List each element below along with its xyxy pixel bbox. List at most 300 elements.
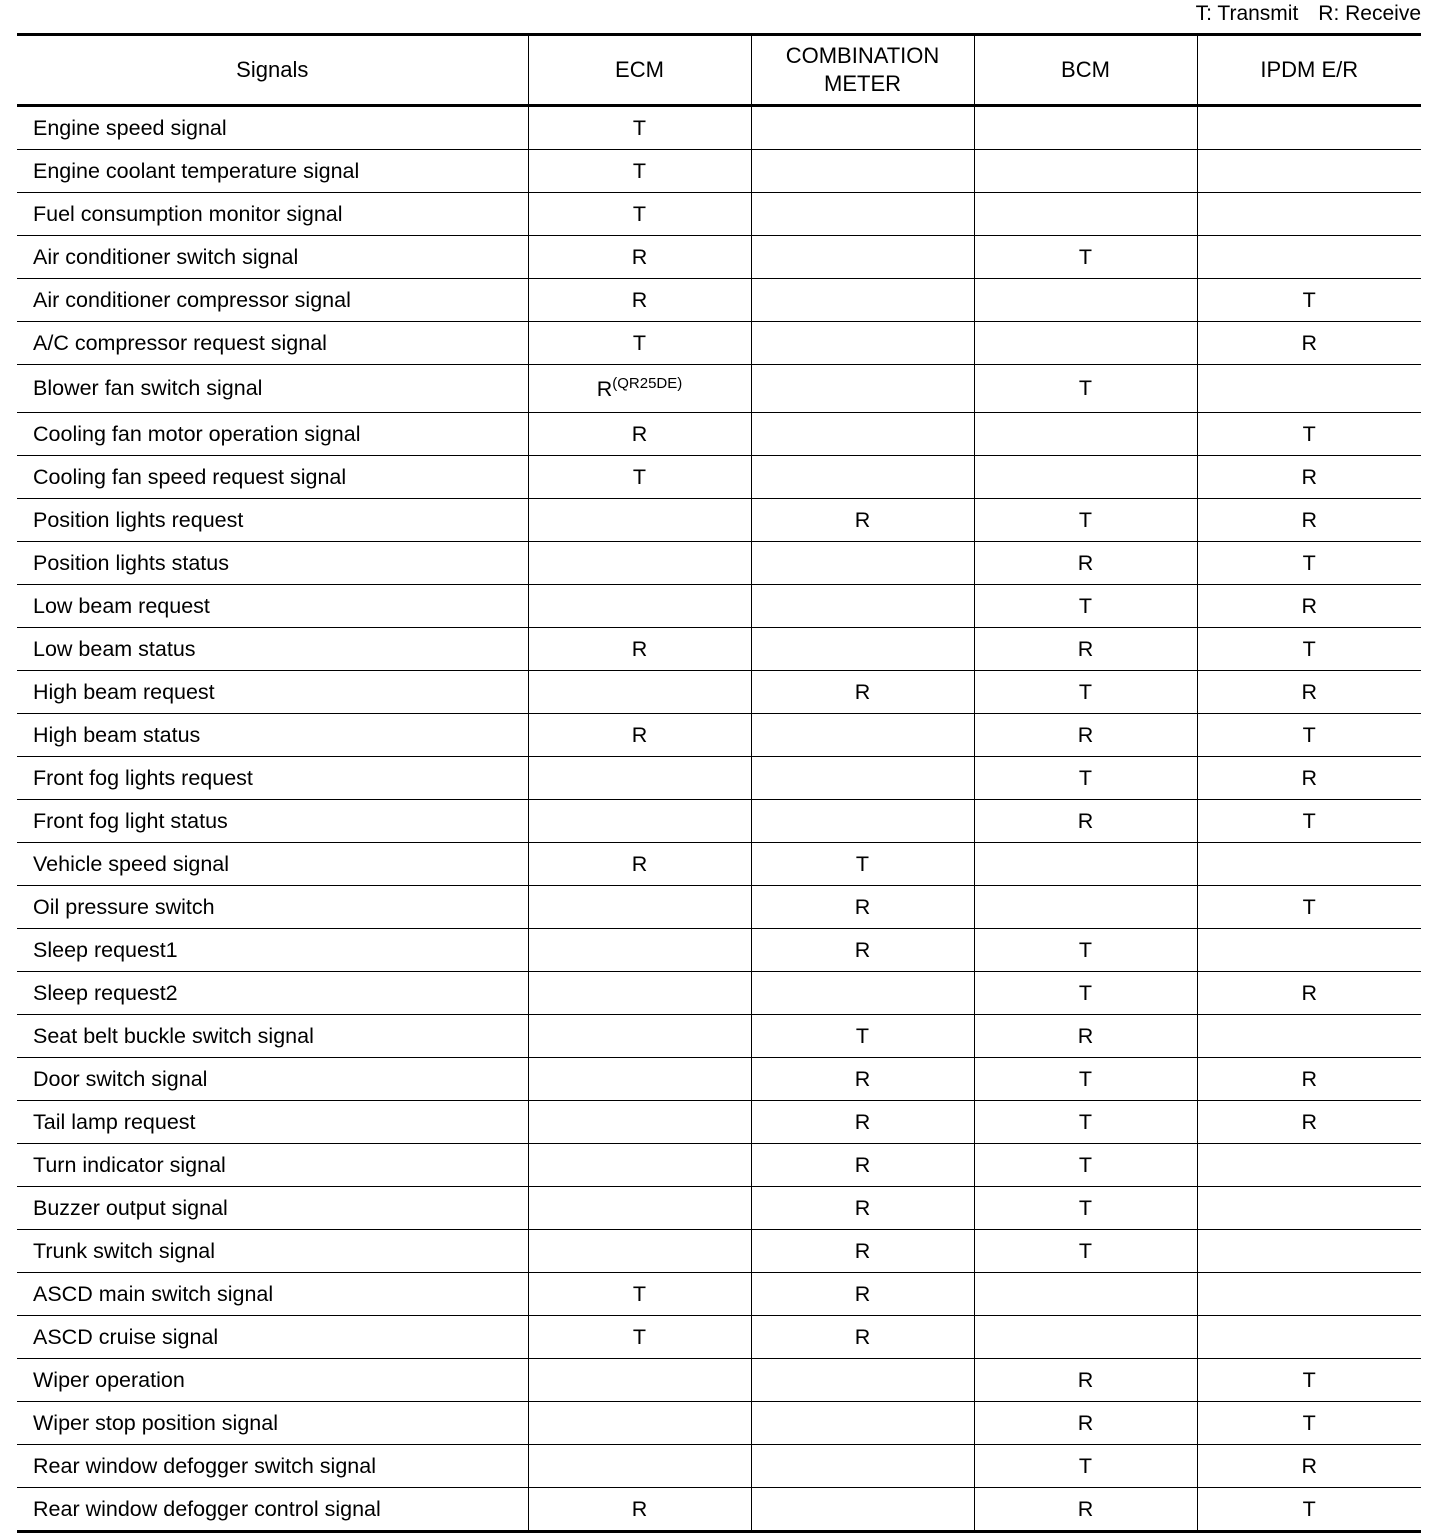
- cell-value: Vehicle speed signal: [33, 851, 230, 876]
- combination-meter-cell: [751, 1101, 974, 1144]
- cell-value: T: [1302, 421, 1316, 446]
- ipdm-cell: [1197, 279, 1421, 322]
- combination-meter-cell: [751, 1187, 974, 1230]
- cell-value: T: [632, 201, 647, 226]
- cell-value: Door switch signal: [33, 1066, 208, 1091]
- ipdm-cell: [1197, 1359, 1421, 1402]
- ecm-cell: [528, 150, 751, 193]
- ecm-cell: [528, 1273, 751, 1316]
- ecm-cell: [528, 1187, 751, 1230]
- cell-value: T: [1302, 894, 1316, 919]
- combination-meter-cell: [751, 1488, 974, 1532]
- legend-receive: R: Receive: [1318, 2, 1421, 25]
- ecm-cell: [528, 1488, 751, 1532]
- ecm-cell: [528, 1015, 751, 1058]
- combination-meter-cell: [751, 150, 974, 193]
- signal-name-cell: [17, 150, 528, 193]
- table-header: [17, 35, 1421, 106]
- table-row: [17, 585, 1421, 628]
- cell-value: T: [1078, 1195, 1093, 1220]
- table-row: [17, 757, 1421, 800]
- cell-value: Turn indicator signal: [33, 1152, 226, 1177]
- cell-value: R: [631, 287, 648, 312]
- combination-meter-cell: [751, 413, 974, 456]
- bcm-cell: [974, 150, 1197, 193]
- bcm-cell: [974, 1273, 1197, 1316]
- cell-value: High beam status: [33, 722, 201, 747]
- col-header-bcm: [974, 35, 1197, 106]
- ipdm-cell: [1197, 193, 1421, 236]
- cell-value: R: [1301, 1453, 1318, 1478]
- cell-value: T: [1078, 980, 1093, 1005]
- signal-name-cell: [17, 1273, 528, 1316]
- ecm-cell: [528, 886, 751, 929]
- col-header-combination-meter: [751, 35, 974, 106]
- cell-value: Fuel consumption monitor signal: [33, 201, 343, 226]
- signal-name-cell: [17, 843, 528, 886]
- cell-value: Sleep request2: [33, 980, 178, 1005]
- ecm-cell: [528, 757, 751, 800]
- ecm-cell: [528, 1058, 751, 1101]
- cell-value: R: [854, 507, 871, 532]
- signal-name-cell: [17, 193, 528, 236]
- cell-value: Cooling fan speed request signal: [33, 464, 347, 489]
- bcm-cell: [974, 542, 1197, 585]
- table-row: [17, 886, 1421, 929]
- cell-value: ASCD main switch signal: [33, 1281, 274, 1306]
- cell-value: R: [1077, 722, 1094, 747]
- bcm-cell: [974, 236, 1197, 279]
- ipdm-cell: [1197, 150, 1421, 193]
- cell-value: Cooling fan motor operation signal: [33, 421, 361, 446]
- signal-name-cell: [17, 714, 528, 757]
- combination-meter-cell: [751, 585, 974, 628]
- cell-value: Engine speed signal: [33, 115, 227, 140]
- signal-name-cell: [17, 757, 528, 800]
- cell-value: A/C compressor request signal: [33, 330, 327, 355]
- signal-name-cell: [17, 585, 528, 628]
- cell-value: Tail lamp request: [33, 1109, 196, 1134]
- col-header-label: ECM: [615, 57, 664, 82]
- cell-value: T: [1078, 765, 1093, 790]
- bcm-cell: [974, 1445, 1197, 1488]
- cell-value: R: [854, 894, 871, 919]
- combination-meter-cell: [751, 456, 974, 499]
- signal-name-cell: [17, 1101, 528, 1144]
- cell-value: Air conditioner compressor signal: [33, 287, 351, 312]
- bcm-cell: [974, 1488, 1197, 1532]
- cell-value: T: [1078, 937, 1093, 962]
- cell-value: R: [631, 636, 648, 661]
- cell-value: R: [596, 377, 613, 401]
- table-row: [17, 1230, 1421, 1273]
- cell-value: T: [632, 1324, 647, 1349]
- cell-value: Seat belt buckle switch signal: [33, 1023, 314, 1048]
- signal-name-cell: [17, 456, 528, 499]
- cell-value: Trunk switch signal: [33, 1238, 216, 1263]
- ipdm-cell: [1197, 1101, 1421, 1144]
- cell-value: Position lights status: [33, 550, 229, 575]
- cell-value: T: [632, 464, 647, 489]
- combination-meter-cell: [751, 542, 974, 585]
- combination-meter-cell: [751, 1015, 974, 1058]
- cell-value: R: [1077, 636, 1094, 661]
- col-header-label: IPDM E/R: [1260, 57, 1359, 82]
- cell-value: R: [1301, 1066, 1318, 1091]
- cell-value: R: [854, 1281, 871, 1306]
- table-row: [17, 1402, 1421, 1445]
- combination-meter-cell: [751, 800, 974, 843]
- cell-value: ASCD cruise signal: [33, 1324, 219, 1349]
- signal-name-cell: [17, 499, 528, 542]
- cell-value: Position lights request: [33, 507, 244, 532]
- cell-value: R: [854, 1324, 871, 1349]
- signal-name-cell: [17, 1402, 528, 1445]
- cell-value: T: [855, 851, 870, 876]
- table-body: [17, 106, 1421, 1532]
- bcm-cell: [974, 499, 1197, 542]
- table-row: [17, 1445, 1421, 1488]
- bcm-cell: [974, 365, 1197, 413]
- ipdm-cell: [1197, 1058, 1421, 1101]
- bcm-cell: [974, 671, 1197, 714]
- ipdm-cell: [1197, 1445, 1421, 1488]
- cell-value: R: [1301, 765, 1318, 790]
- combination-meter-cell: [751, 843, 974, 886]
- ipdm-cell: [1197, 1187, 1421, 1230]
- cell-value: T: [855, 1023, 870, 1048]
- col-header-ipdm: [1197, 35, 1421, 106]
- signal-name-cell: [17, 322, 528, 365]
- bcm-cell: [974, 585, 1197, 628]
- ecm-cell: [528, 236, 751, 279]
- cell-value: T: [1078, 1238, 1093, 1263]
- cell-value: T: [632, 1281, 647, 1306]
- cell-value: Low beam request: [33, 593, 210, 618]
- combination-meter-cell: [751, 1144, 974, 1187]
- cell-value: T: [1078, 507, 1093, 532]
- combination-meter-cell: [751, 1402, 974, 1445]
- ecm-cell: [528, 1316, 751, 1359]
- signal-name-cell: [17, 279, 528, 322]
- ipdm-cell: [1197, 972, 1421, 1015]
- combination-meter-cell: [751, 499, 974, 542]
- ipdm-cell: [1197, 1402, 1421, 1445]
- cell-value: Wiper operation: [33, 1367, 185, 1392]
- bcm-cell: [974, 279, 1197, 322]
- cell-value: T: [1302, 550, 1316, 575]
- cell-value: T: [1302, 808, 1316, 833]
- ecm-cell: [528, 972, 751, 1015]
- cell-value: R: [1301, 507, 1318, 532]
- combination-meter-cell: [751, 365, 974, 413]
- bcm-cell: [974, 929, 1197, 972]
- ipdm-cell: [1197, 757, 1421, 800]
- signal-name-cell: [17, 1359, 528, 1402]
- combination-meter-cell: [751, 1058, 974, 1101]
- ipdm-cell: [1197, 628, 1421, 671]
- bcm-cell: [974, 456, 1197, 499]
- cell-value: T: [632, 158, 647, 183]
- table-row: [17, 236, 1421, 279]
- table-row: [17, 365, 1421, 413]
- table-row: [17, 1058, 1421, 1101]
- signal-name-cell: [17, 972, 528, 1015]
- ecm-cell: [528, 322, 751, 365]
- ecm-cell: [528, 413, 751, 456]
- ipdm-cell: [1197, 365, 1421, 413]
- table-row: [17, 1488, 1421, 1532]
- signal-name-cell: [17, 1187, 528, 1230]
- signal-name-cell: [17, 800, 528, 843]
- signal-name-cell: [17, 671, 528, 714]
- bcm-cell: [974, 843, 1197, 886]
- cell-value: T: [1078, 679, 1093, 704]
- cell-value: T: [1078, 1453, 1093, 1478]
- engine-variant-note: (QR25DE): [612, 375, 683, 392]
- combination-meter-cell: [751, 1316, 974, 1359]
- cell-value: R: [631, 421, 648, 446]
- ecm-cell: [528, 628, 751, 671]
- table-row: [17, 1101, 1421, 1144]
- table-row: [17, 499, 1421, 542]
- cell-value: T: [1078, 593, 1093, 618]
- cell-value: T: [1302, 1496, 1316, 1521]
- table-row: [17, 413, 1421, 456]
- cell-value: T: [632, 115, 647, 140]
- ecm-cell: [528, 106, 751, 150]
- ecm-cell: [528, 843, 751, 886]
- cell-value: T: [1078, 1152, 1093, 1177]
- cell-value: T: [1302, 636, 1316, 661]
- table-row: [17, 1273, 1421, 1316]
- ecm-cell: [528, 542, 751, 585]
- ipdm-cell: [1197, 413, 1421, 456]
- cell-value: R: [631, 722, 648, 747]
- ecm-cell: [528, 929, 751, 972]
- col-header-signals: [17, 35, 528, 106]
- legend: [1196, 2, 1421, 26]
- ecm-cell: [528, 1230, 751, 1273]
- bcm-cell: [974, 886, 1197, 929]
- cell-value: T: [1302, 722, 1316, 747]
- signal-name-cell: [17, 1058, 528, 1101]
- cell-value: R: [854, 1195, 871, 1220]
- ecm-cell: [528, 1144, 751, 1187]
- ecm-cell: [528, 456, 751, 499]
- ipdm-cell: [1197, 843, 1421, 886]
- col-header-label: Signals: [236, 57, 309, 82]
- table-row: [17, 972, 1421, 1015]
- cell-value: R: [1077, 550, 1094, 575]
- signal-name-cell: [17, 365, 528, 413]
- cell-value: Engine coolant temperature signal: [33, 158, 360, 183]
- table-row: [17, 671, 1421, 714]
- cell-value: R: [1301, 464, 1318, 489]
- cell-value: R: [1301, 593, 1318, 618]
- cell-value: Low beam status: [33, 636, 196, 661]
- combination-meter-cell: [751, 628, 974, 671]
- signal-name-cell: [17, 886, 528, 929]
- ecm-cell: [528, 1402, 751, 1445]
- table-row: [17, 1015, 1421, 1058]
- combination-meter-cell: [751, 1273, 974, 1316]
- bcm-cell: [974, 714, 1197, 757]
- bcm-cell: [974, 1187, 1197, 1230]
- col-header-label: COMBINATION METER: [785, 43, 940, 96]
- ipdm-cell: [1197, 886, 1421, 929]
- cell-value: R: [854, 1152, 871, 1177]
- bcm-cell: [974, 972, 1197, 1015]
- cell-value: Front fog lights request: [33, 765, 253, 790]
- signal-name-cell: [17, 236, 528, 279]
- bcm-cell: [974, 800, 1197, 843]
- cell-value: Buzzer output signal: [33, 1195, 228, 1220]
- table-row: [17, 106, 1421, 150]
- legend-transmit: T: Transmit: [1195, 2, 1299, 25]
- signal-name-cell: [17, 1230, 528, 1273]
- cell-value: R: [1301, 1109, 1318, 1134]
- combination-meter-cell: [751, 193, 974, 236]
- ecm-cell: [528, 365, 751, 413]
- cell-value: R: [854, 1109, 871, 1134]
- ecm-cell: [528, 714, 751, 757]
- cell-value: T: [1302, 1367, 1316, 1392]
- table-row: [17, 1316, 1421, 1359]
- combination-meter-cell: [751, 757, 974, 800]
- bcm-cell: [974, 628, 1197, 671]
- cell-value: T: [1078, 1066, 1093, 1091]
- cell-value: R: [1077, 1496, 1094, 1521]
- ipdm-cell: [1197, 236, 1421, 279]
- cell-value: R: [631, 851, 648, 876]
- ipdm-cell: [1197, 542, 1421, 585]
- cell-value: T: [1078, 1109, 1093, 1134]
- table-row: [17, 628, 1421, 671]
- col-header-ecm: [528, 35, 751, 106]
- combination-meter-cell: [751, 322, 974, 365]
- ecm-cell: [528, 499, 751, 542]
- can-signal-table: [17, 33, 1421, 1533]
- combination-meter-cell: [751, 671, 974, 714]
- cell-value: Blower fan switch signal: [33, 376, 263, 400]
- cell-value: T: [1302, 287, 1316, 312]
- combination-meter-cell: [751, 929, 974, 972]
- table-row: [17, 800, 1421, 843]
- combination-meter-cell: [751, 1359, 974, 1402]
- bcm-cell: [974, 1230, 1197, 1273]
- ipdm-cell: [1197, 322, 1421, 365]
- ecm-cell: [528, 1101, 751, 1144]
- ecm-cell: [528, 279, 751, 322]
- cell-value: R: [854, 1238, 871, 1263]
- bcm-cell: [974, 106, 1197, 150]
- cell-value: T: [632, 330, 647, 355]
- combination-meter-cell: [751, 1445, 974, 1488]
- table-row: [17, 1359, 1421, 1402]
- cell-value: R: [1077, 1023, 1094, 1048]
- cell-value: R: [854, 937, 871, 962]
- cell-value: R: [1301, 980, 1318, 1005]
- cell-value: R: [1301, 330, 1318, 355]
- bcm-cell: [974, 1359, 1197, 1402]
- cell-value: T: [1302, 1410, 1316, 1435]
- ecm-cell: [528, 193, 751, 236]
- bcm-cell: [974, 1144, 1197, 1187]
- bcm-cell: [974, 413, 1197, 456]
- bcm-cell: [974, 1058, 1197, 1101]
- signal-name-cell: [17, 106, 528, 150]
- ecm-cell: [528, 671, 751, 714]
- combination-meter-cell: [751, 1230, 974, 1273]
- table-row: [17, 843, 1421, 886]
- cell-value: R: [854, 679, 871, 704]
- cell-value: Sleep request1: [33, 937, 178, 962]
- cell-value: Oil pressure switch: [33, 894, 215, 919]
- bcm-cell: [974, 1316, 1197, 1359]
- ipdm-cell: [1197, 1273, 1421, 1316]
- signal-name-cell: [17, 1488, 528, 1532]
- ipdm-cell: [1197, 456, 1421, 499]
- ecm-cell: [528, 1359, 751, 1402]
- ipdm-cell: [1197, 585, 1421, 628]
- cell-value: R: [1077, 808, 1094, 833]
- table-row: [17, 279, 1421, 322]
- cell-value: Rear window defogger control signal: [33, 1496, 381, 1521]
- combination-meter-cell: [751, 106, 974, 150]
- ecm-cell: [528, 585, 751, 628]
- cell-value: R: [631, 1496, 648, 1521]
- signal-name-cell: [17, 1144, 528, 1187]
- cell-value: Front fog light status: [33, 808, 228, 833]
- bcm-cell: [974, 757, 1197, 800]
- ipdm-cell: [1197, 800, 1421, 843]
- ipdm-cell: [1197, 1316, 1421, 1359]
- cell-value: R: [1301, 679, 1318, 704]
- cell-value: R: [854, 1066, 871, 1091]
- cell-value: High beam request: [33, 679, 215, 704]
- signal-name-cell: [17, 628, 528, 671]
- ecm-cell: [528, 800, 751, 843]
- combination-meter-cell: [751, 972, 974, 1015]
- ipdm-cell: [1197, 714, 1421, 757]
- ipdm-cell: [1197, 1015, 1421, 1058]
- ipdm-cell: [1197, 499, 1421, 542]
- header-row: [17, 35, 1421, 106]
- signal-name-cell: [17, 1445, 528, 1488]
- table-row: [17, 1144, 1421, 1187]
- signal-name-cell: [17, 1015, 528, 1058]
- cell-value: R: [1077, 1367, 1094, 1392]
- table-row: [17, 929, 1421, 972]
- table-row: [17, 456, 1421, 499]
- ipdm-cell: [1197, 929, 1421, 972]
- combination-meter-cell: [751, 236, 974, 279]
- table-row: [17, 150, 1421, 193]
- cell-value: Rear window defogger switch signal: [33, 1453, 376, 1478]
- cell-value: R: [1077, 1410, 1094, 1435]
- combination-meter-cell: [751, 714, 974, 757]
- signal-name-cell: [17, 413, 528, 456]
- table-row: [17, 542, 1421, 585]
- signal-name-cell: [17, 1316, 528, 1359]
- cell-value: R: [631, 244, 648, 269]
- ecm-cell: [528, 1445, 751, 1488]
- combination-meter-cell: [751, 279, 974, 322]
- table-row: [17, 193, 1421, 236]
- combination-meter-cell: [751, 886, 974, 929]
- bcm-cell: [974, 1101, 1197, 1144]
